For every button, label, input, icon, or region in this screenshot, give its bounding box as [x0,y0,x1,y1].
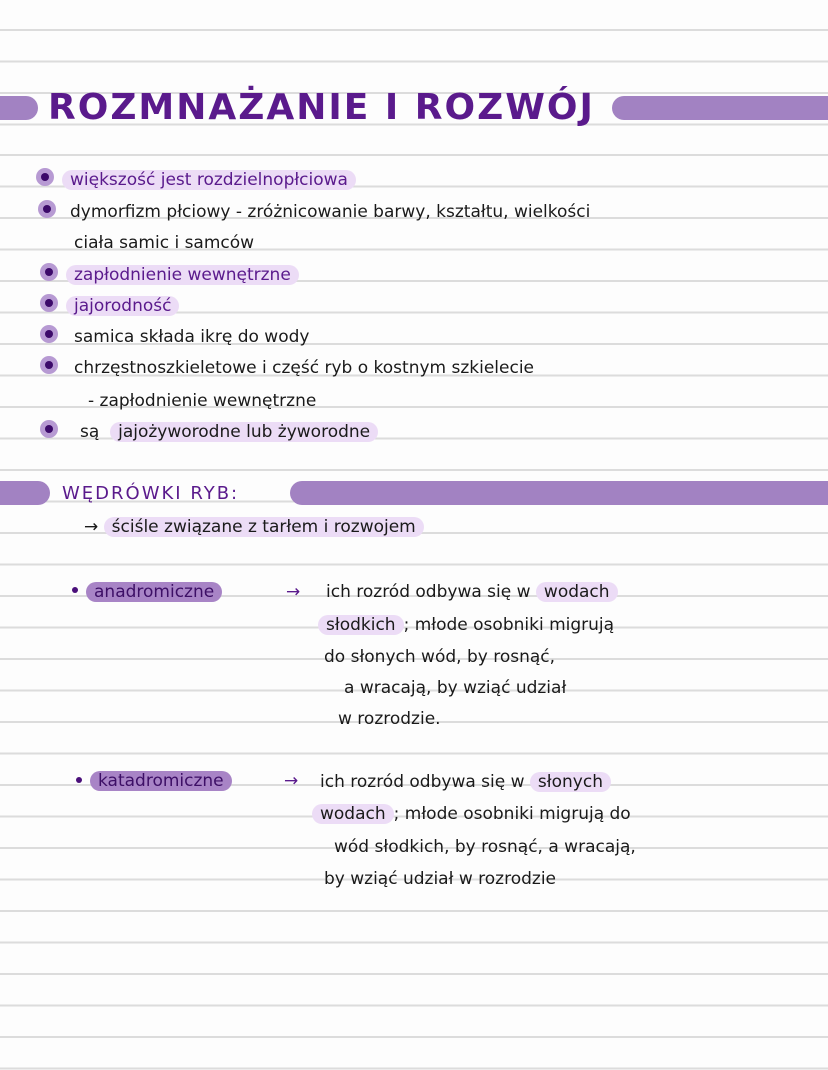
desc-line: w rozrodzie. [338,709,441,729]
bullet-icon [76,777,82,783]
title-band-right [612,96,828,120]
bullet-text: samica składa ikrę do wody [74,327,310,347]
subtitle [84,515,424,539]
desc-line: a wracają, by wziąć udział [344,678,567,698]
bullet-text-cont: ciała samic i samców [74,233,255,253]
highlight: zapłodnienie wewnętrzne [66,265,299,285]
term-highlight: anadromiczne [86,582,222,602]
section-heading: WĘDRÓWKI RYB: [62,483,240,504]
title-band-left [0,96,38,120]
desc-line: ich rozród odbywa się w wodach [326,580,618,604]
bullet-icon [38,200,56,218]
bullet-icon [40,356,58,374]
desc-line: ich rozród odbywa się w słonych [320,770,611,794]
highlight: jajorodność [66,296,179,316]
highlight: większość jest rozdzielnopłciowa [62,170,356,190]
bullet-text [66,294,179,318]
bullet-icon [72,587,78,593]
section-band-left [0,481,50,505]
desc-line: do słonych wód, by rosnąć, [324,647,556,667]
bullet-text [62,168,356,192]
bullet-icon [40,263,58,281]
bullet-text: chrzęstnoszkieletowe i część ryb o kostnym szkielecie [74,358,535,378]
desc-line: wód słodkich, by rosnąć, a wracają, [334,837,636,857]
bullet-icon [36,168,54,186]
bullet-text: dymorfizm płciowy - zróżnicowanie barwy, kształtu, wielkości [70,202,591,222]
term [86,580,222,604]
arrow-right-icon: → [284,771,299,791]
bullet-icon [40,325,58,343]
bullet-text [66,263,299,287]
bullet-text-cont: - zapłodnienie wewnętrzne [88,391,317,411]
highlight: jajożyworodne lub żyworodne [110,422,378,442]
desc-line: wodach ; młode osobniki migrują do [312,802,631,826]
section-band-right [290,481,828,505]
desc-line: by wziąć udział w rozrodzie [324,869,556,889]
bullet-icon [40,420,58,438]
page-title: ROZMNAŻANIE I ROZWÓJ [48,87,595,128]
bullet-text [80,420,378,444]
term-highlight: katadromiczne [90,771,232,791]
term [90,769,232,793]
arrow-right-icon: → [84,517,99,537]
highlight: ściśle związane z tarłem i rozwojem [104,517,424,537]
desc-line: słodkich ; młode osobniki migrują [318,613,614,637]
bullet-icon [40,294,58,312]
arrow-right-icon: → [286,582,301,602]
prefix: są [80,422,100,442]
